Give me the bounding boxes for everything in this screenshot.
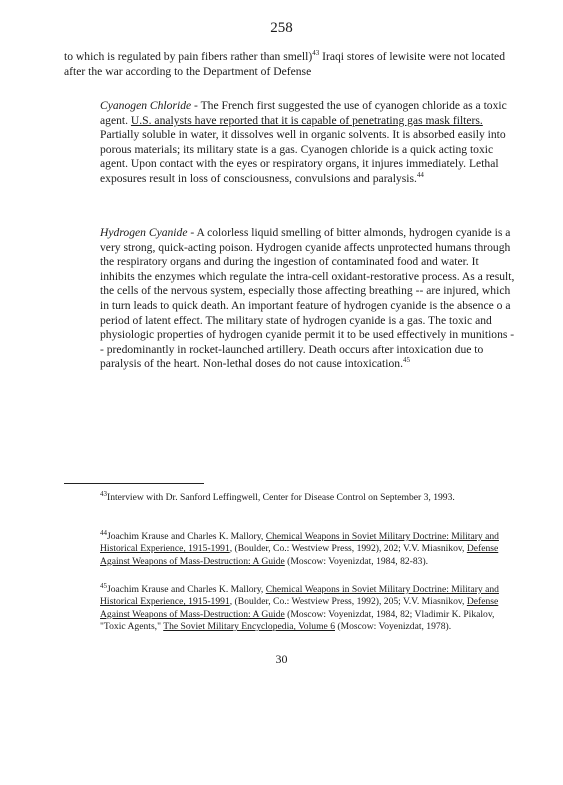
paragraph-hydrogen-cyanide (64, 226, 516, 372)
paragraph-text: Partially soluble in water, it dissolves well in organic solvents. It is absorbed easily into porous materials; its military state is a gas. Cyanogen chloride is a quick acting toxic agent. Upon contact with the eyes or respiratory organs, it injures immediately. Lethal exposures result in loss of consciousness, convulsions and paralysis. (100, 128, 506, 185)
footnote-44 (64, 528, 516, 568)
footnote-text: , (Boulder, Co.: Westview Press, 1992), 205; V.V. Miasnikov, (229, 596, 467, 608)
footnote-text: (Moscow: Voyenizdat, 1984, 82; Vladimir K. Pikalov, "Toxic Agents," (100, 608, 495, 633)
footnote-ref[interactable]: 43 (312, 49, 320, 58)
footnote-text: Interview with Dr. Sanford Leffingwell, Center for Disease Control on September 3, 1993. (107, 492, 455, 503)
footnote-45 (64, 581, 516, 634)
footnote-text: , (Boulder, Co.: Westview Press, 1992), 202; V.V. Miasnikov, (229, 543, 467, 555)
footnote-43 (64, 489, 516, 504)
footnote-text: (Moscow: Voyenizdat, 1978). (335, 621, 452, 633)
book-title: Defense Against Weapons of Mass-Destruction: A Guide (100, 596, 499, 620)
paragraph-text: - A colorless liquid smelling of bitter almonds, hydrogen cyanide is a very strong, quick-acting poison. Hydrogen cyanide affects unprotected humans through the respiratory organs and during the ingestion of contaminated food and water. It inhibits the enzymes which regulate the intra-cell oxidant-restorative process. As a result, the cells of the nervous system, especially those affecting breathing -- are injured, which in turn leads to quick death. An important feature of hydrogen cyanide is the absence o a period of latent effect. The military state of hydrogen cyanide is a gas. The toxic and physiologic properties of hydrogen cyanide permit it to be used effectively in munitions -- predominantly in rocket-launched artillery. Death occurs after intoxication due to paralysis of the heart. Non-lethal doses do not cause intoxication. (100, 226, 515, 371)
footnote-mark: 45 (100, 581, 107, 590)
page-number-bottom: 30 (275, 652, 288, 666)
footnote-text: (Moscow: Voyenizdat, 1984, 82-83). (284, 555, 429, 567)
paragraph-heading: Cyanogen Chloride (100, 99, 192, 112)
paragraph-heading: Hydrogen Cyanide (100, 226, 188, 239)
footnote-ref[interactable]: 45 (402, 356, 410, 365)
underlined-text: U.S. analysts have reported that it is capable of penetrating gas mask filters. (130, 113, 483, 127)
book-title: Defense Against Weapons of Mass-Destruction: A Guide (100, 543, 499, 567)
footnote-divider (64, 483, 204, 484)
book-title: Chemical Weapons in Soviet Military Doctrine: Military and Historical Experience, 1915-1991 (100, 584, 499, 608)
footnote-mark: 44 (100, 528, 107, 537)
book-title: The Soviet Military Encyclopedia, Volume 6 (163, 621, 335, 633)
footnote-mark: 43 (100, 489, 107, 498)
paragraph-text: to which is regulated by pain fibers rather than smell) (64, 50, 313, 63)
book-title: Chemical Weapons in Soviet Military Doctrine: Military and Historical Experience, 1915-1991 (100, 531, 499, 555)
paragraph-text: - The French first suggested the use of cyanogen chloride as a toxic agent. (100, 99, 507, 127)
page-number-top: 258 (270, 20, 293, 36)
paragraph-cyanogen-chloride (64, 99, 516, 187)
paragraph-text: Iraqi stores of lewisite were not located after the war according to the Department of Defense (64, 50, 505, 78)
footnote-ref[interactable]: 44 (416, 171, 424, 180)
paragraph-lewisite (64, 50, 516, 79)
footnote-text: Joachim Krause and Charles K. Mallory, (107, 584, 266, 595)
footnote-text: Joachim Krause and Charles K. Mallory, (107, 531, 266, 542)
